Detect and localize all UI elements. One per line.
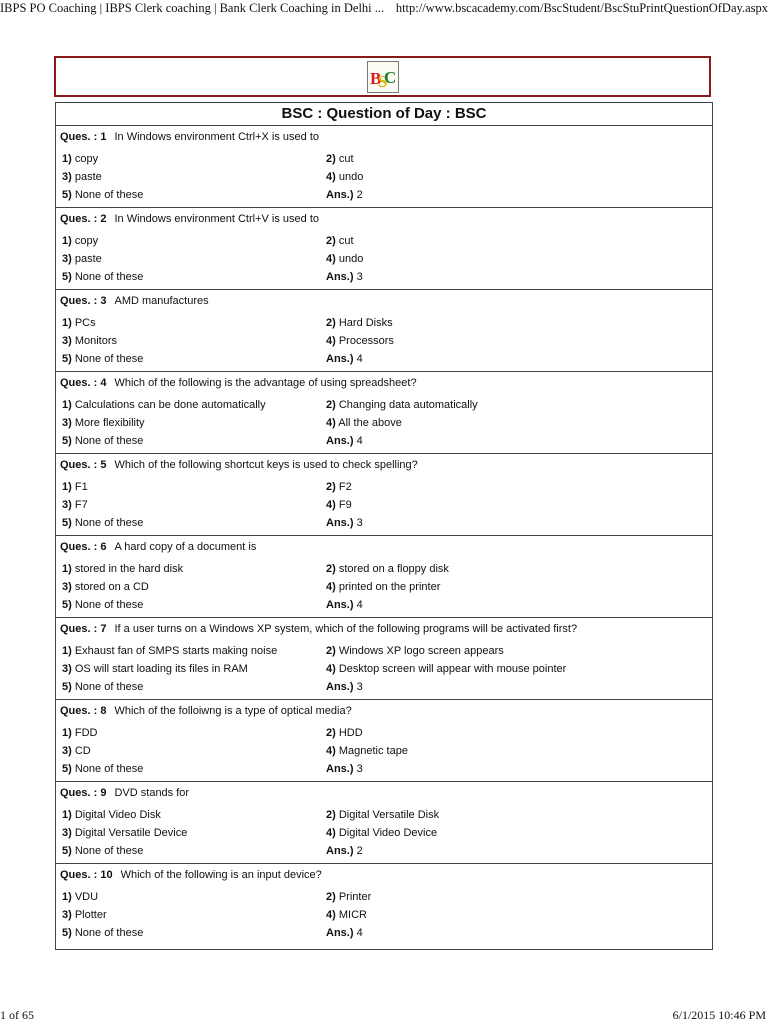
option-number: 3) (62, 253, 72, 265)
question-line (60, 540, 256, 554)
option-text: None of these (74, 517, 144, 529)
option-3 (62, 662, 248, 676)
answer-value: 4 (356, 927, 363, 939)
question-label: Ques. : (60, 459, 98, 471)
option-number: 5) (62, 435, 72, 447)
question-block (56, 864, 712, 949)
option-text: printed on the printer (338, 581, 441, 593)
question-block (56, 126, 712, 208)
option-text: Desktop screen will appear with mouse pointer (338, 663, 567, 675)
question-line (60, 458, 418, 472)
option-1 (62, 316, 96, 330)
question-text: DVD stands for (114, 787, 190, 799)
option-text: Exhaust fan of SMPS starts making noise (74, 645, 278, 657)
option-4 (326, 744, 408, 758)
option-text: Windows XP logo screen appears (338, 645, 504, 657)
option-text: All the above (338, 417, 402, 429)
option-text: undo (338, 171, 364, 183)
question-line (60, 212, 319, 226)
question-line (60, 130, 319, 144)
option-1 (62, 152, 98, 166)
answer-label: Ans.) (326, 271, 354, 283)
option-number: 5) (62, 845, 72, 857)
option-text: Processors (338, 335, 394, 347)
option-number: 2) (326, 891, 336, 903)
option-number: 4) (326, 253, 336, 265)
question-number: 7 (100, 623, 107, 635)
option-2 (326, 480, 352, 494)
svg-text:C: C (383, 67, 396, 87)
option-5 (62, 352, 143, 366)
answer-value: 4 (356, 435, 363, 447)
option-number: 2) (326, 645, 336, 657)
option-number: 1) (62, 399, 72, 411)
option-5 (62, 680, 143, 694)
option-text: Plotter (74, 909, 107, 921)
option-2 (326, 890, 371, 904)
option-number: 2) (326, 399, 336, 411)
option-3 (62, 334, 117, 348)
question-line (60, 704, 352, 718)
option-text: None of these (74, 845, 144, 857)
question-number: 3 (100, 295, 107, 307)
question-label: Ques. : (60, 295, 98, 307)
answer-value: 4 (356, 353, 363, 365)
answer (326, 926, 363, 940)
option-text: Printer (338, 891, 372, 903)
question-label: Ques. : (60, 869, 98, 881)
option-text: PCs (74, 317, 96, 329)
logo-banner (54, 56, 711, 97)
question-number: 10 (100, 869, 113, 881)
option-number: 1) (62, 317, 72, 329)
option-1 (62, 562, 183, 576)
option-text: copy (74, 235, 99, 247)
question-number: 8 (100, 705, 107, 717)
option-number: 4) (326, 335, 336, 347)
option-text: stored on a CD (74, 581, 149, 593)
option-number: 5) (62, 353, 72, 365)
option-text: None of these (74, 271, 144, 283)
option-text: stored in the hard disk (74, 563, 184, 575)
option-3 (62, 580, 149, 594)
option-text: F9 (338, 499, 352, 511)
question-block (56, 536, 712, 618)
option-number: 4) (326, 663, 336, 675)
answer (326, 270, 363, 284)
question-of-day-table (55, 102, 713, 950)
answer-label: Ans.) (326, 763, 354, 775)
option-number: 4) (326, 581, 336, 593)
question-text: If a user turns on a Windows XP system, which of the following programs will be activated first? (114, 623, 578, 635)
option-number: 3) (62, 499, 72, 511)
answer (326, 516, 363, 530)
option-5 (62, 762, 143, 776)
question-label: Ques. : (60, 787, 98, 799)
option-number: 2) (326, 563, 336, 575)
option-text: None of these (74, 353, 144, 365)
question-line (60, 376, 417, 390)
question-block (56, 208, 712, 290)
option-5 (62, 598, 143, 612)
answer-label: Ans.) (326, 517, 354, 529)
option-text: paste (74, 253, 102, 265)
option-text: FDD (74, 727, 98, 739)
option-2 (326, 398, 478, 412)
option-number: 3) (62, 745, 72, 757)
option-4 (326, 334, 394, 348)
option-number: 4) (326, 499, 336, 511)
option-text: More flexibility (74, 417, 145, 429)
option-text: Digital Versatile Disk (338, 809, 440, 821)
option-number: 3) (62, 581, 72, 593)
option-text: None of these (74, 927, 144, 939)
question-number: 2 (100, 213, 107, 225)
question-label: Ques. : (60, 131, 98, 143)
question-block (56, 618, 712, 700)
option-text: None of these (74, 189, 144, 201)
option-2 (326, 234, 354, 248)
question-number: 9 (100, 787, 107, 799)
option-number: 1) (62, 809, 72, 821)
option-3 (62, 416, 145, 430)
print-datetime: 6/1/2015 10:46 PM (672, 1008, 766, 1022)
bsc-logo-icon (368, 62, 398, 92)
option-text: paste (74, 171, 102, 183)
answer-label: Ans.) (326, 845, 354, 857)
option-1 (62, 890, 98, 904)
option-2 (326, 644, 504, 658)
option-5 (62, 516, 143, 530)
question-block (56, 782, 712, 864)
answer-value: 2 (356, 845, 363, 857)
option-text: Digital Versatile Device (74, 827, 188, 839)
option-text: CD (74, 745, 91, 757)
answer (326, 762, 363, 776)
option-number: 3) (62, 663, 72, 675)
option-5 (62, 188, 143, 202)
option-2 (326, 562, 449, 576)
answer-value: 3 (356, 763, 363, 775)
option-number: 1) (62, 563, 72, 575)
question-label: Ques. : (60, 213, 98, 225)
answer-label: Ans.) (326, 599, 354, 611)
option-2 (326, 316, 393, 330)
option-1 (62, 398, 266, 412)
option-number: 1) (62, 645, 72, 657)
option-number: 4) (326, 417, 336, 429)
answer-value: 3 (356, 517, 363, 529)
answer (326, 188, 363, 202)
option-number: 4) (326, 745, 336, 757)
table-title: BSC : Question of Day : BSC (56, 103, 712, 126)
option-3 (62, 826, 187, 840)
answer (326, 680, 363, 694)
print-header (0, 0, 768, 20)
answer-label: Ans.) (326, 435, 354, 447)
option-number: 5) (62, 271, 72, 283)
bsc-logo (367, 61, 399, 93)
option-1 (62, 644, 277, 658)
option-text: None of these (74, 763, 144, 775)
page-url[interactable]: http://www.bscacademy.com/BscStudent/BscStuPrintQuestionOfDay.aspx (395, 1, 768, 15)
option-text: Magnetic tape (338, 745, 408, 757)
option-number: 2) (326, 235, 336, 247)
option-1 (62, 234, 98, 248)
option-text: copy (74, 153, 99, 165)
option-text: F7 (74, 499, 88, 511)
question-text: In Windows environment Ctrl+X is used to (114, 131, 319, 143)
option-1 (62, 726, 97, 740)
option-3 (62, 498, 88, 512)
page-title-text: IBPS PO Coaching | IBPS Clerk coaching | Bank Clerk Coaching in Delhi ... (0, 1, 385, 15)
option-number: 2) (326, 727, 336, 739)
option-number: 3) (62, 827, 72, 839)
question-label: Ques. : (60, 377, 98, 389)
option-5 (62, 270, 143, 284)
option-2 (326, 152, 354, 166)
question-label: Ques. : (60, 705, 98, 717)
option-number: 3) (62, 909, 72, 921)
option-text: Calculations can be done automatically (74, 399, 266, 411)
answer (326, 434, 363, 448)
option-text: cut (338, 235, 354, 247)
option-text: Digital Video Disk (74, 809, 161, 821)
question-line (60, 294, 209, 308)
option-number: 2) (326, 481, 336, 493)
option-text: VDU (74, 891, 99, 903)
answer-value: 3 (356, 681, 363, 693)
option-number: 1) (62, 235, 72, 247)
question-block (56, 290, 712, 372)
question-text: AMD manufactures (114, 295, 209, 307)
option-number: 2) (326, 153, 336, 165)
page-count: 1 of 65 (0, 1008, 34, 1022)
option-number: 3) (62, 417, 72, 429)
option-text: MICR (338, 909, 367, 921)
option-number: 5) (62, 517, 72, 529)
option-5 (62, 926, 143, 940)
answer-label: Ans.) (326, 681, 354, 693)
option-text: F2 (338, 481, 352, 493)
question-number: 1 (100, 131, 107, 143)
option-number: 1) (62, 727, 72, 739)
option-number: 1) (62, 481, 72, 493)
option-4 (326, 252, 363, 266)
question-text: In Windows environment Ctrl+V is used to (114, 213, 319, 225)
option-number: 2) (326, 317, 336, 329)
question-text: Which of the following is the advantage of using spreadsheet? (114, 377, 417, 389)
option-text: Monitors (74, 335, 118, 347)
option-text: F1 (74, 481, 88, 493)
option-4 (326, 826, 437, 840)
question-text: Which of the following is an input device? (120, 869, 322, 881)
question-number: 6 (100, 541, 107, 553)
question-text: Which of the following shortcut keys is used to check spelling? (114, 459, 418, 471)
svg-text:S: S (377, 71, 387, 91)
answer-label: Ans.) (326, 189, 354, 201)
option-text: None of these (74, 681, 144, 693)
option-number: 1) (62, 891, 72, 903)
answer-value: 3 (356, 271, 363, 283)
option-5 (62, 844, 143, 858)
question-line (60, 786, 189, 800)
option-text: stored on a floppy disk (338, 563, 449, 575)
option-4 (326, 908, 367, 922)
option-2 (326, 808, 439, 822)
question-number: 5 (100, 459, 107, 471)
option-4 (326, 662, 566, 676)
option-text: Digital Video Device (338, 827, 438, 839)
question-text: Which of the folloiwng is a type of optical media? (114, 705, 352, 717)
option-3 (62, 252, 102, 266)
option-3 (62, 908, 107, 922)
print-footer (0, 1008, 768, 1024)
question-line (60, 622, 577, 636)
option-number: 5) (62, 189, 72, 201)
option-number: 5) (62, 681, 72, 693)
option-3 (62, 744, 91, 758)
option-number: 2) (326, 809, 336, 821)
option-4 (326, 498, 352, 512)
option-number: 4) (326, 827, 336, 839)
answer (326, 598, 363, 612)
option-1 (62, 808, 161, 822)
question-list (56, 126, 712, 949)
option-text: HDD (338, 727, 363, 739)
answer-value: 2 (356, 189, 363, 201)
option-2 (326, 726, 363, 740)
option-number: 4) (326, 909, 336, 921)
answer (326, 352, 363, 366)
option-3 (62, 170, 102, 184)
option-4 (326, 580, 440, 594)
option-text: None of these (74, 599, 144, 611)
option-4 (326, 416, 402, 430)
option-number: 5) (62, 599, 72, 611)
option-5 (62, 434, 143, 448)
question-label: Ques. : (60, 623, 98, 635)
option-text: OS will start loading its files in RAM (74, 663, 248, 675)
option-4 (326, 170, 363, 184)
question-label: Ques. : (60, 541, 98, 553)
question-block (56, 372, 712, 454)
question-block (56, 700, 712, 782)
option-number: 1) (62, 153, 72, 165)
option-text: Hard Disks (338, 317, 393, 329)
svg-text:B: B (369, 68, 381, 88)
answer-label: Ans.) (326, 927, 354, 939)
option-number: 5) (62, 927, 72, 939)
question-number: 4 (100, 377, 107, 389)
option-text: Changing data automatically (338, 399, 478, 411)
option-1 (62, 480, 88, 494)
question-line (60, 868, 322, 882)
answer (326, 844, 363, 858)
option-number: 4) (326, 171, 336, 183)
option-number: 3) (62, 171, 72, 183)
option-text: None of these (74, 435, 144, 447)
option-number: 3) (62, 335, 72, 347)
question-block (56, 454, 712, 536)
option-number: 5) (62, 763, 72, 775)
question-text: A hard copy of a document is (114, 541, 257, 553)
option-text: cut (338, 153, 354, 165)
answer-label: Ans.) (326, 353, 354, 365)
answer-value: 4 (356, 599, 363, 611)
option-text: undo (338, 253, 364, 265)
